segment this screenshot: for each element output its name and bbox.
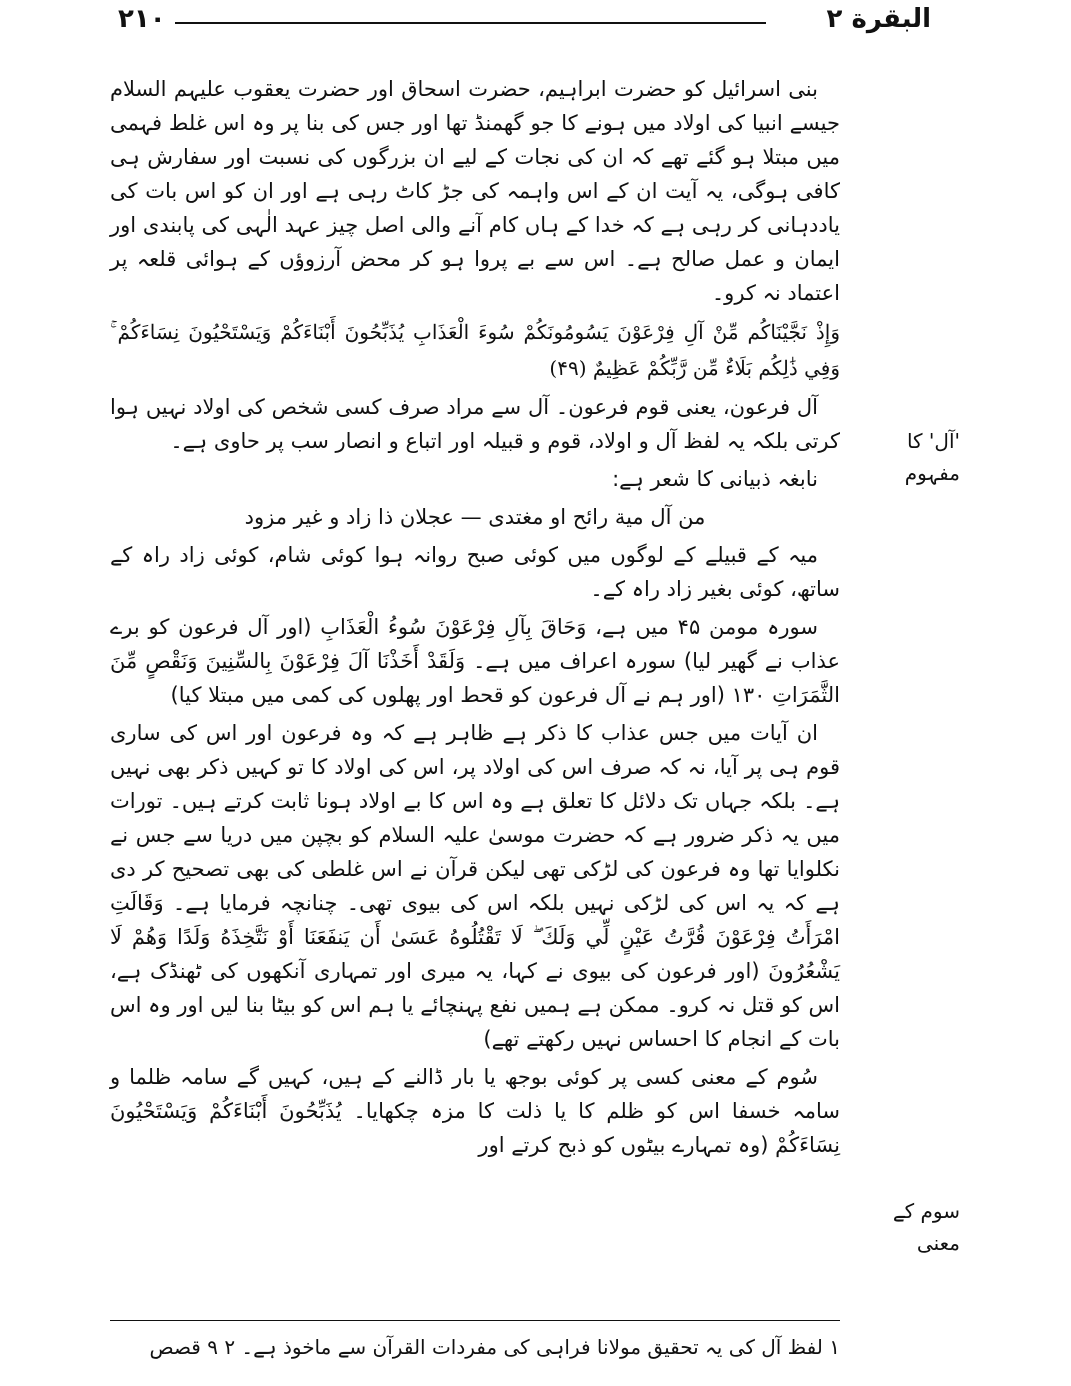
header-rule [175, 22, 766, 24]
margin-note-saum: سوم کے معنی [892, 1199, 960, 1255]
page-number: ٢١٠ [118, 4, 166, 34]
poem-verse: من آل میة رائح او مغتدی — عجلان ذا زاد و غیر مزود [244, 505, 706, 529]
paragraph-aal-meaning: آل فرعون، یعنی قوم فرعون۔ آل سے مراد صرف کسی شخص کی اولاد نہیں ہوا کرتی بلکہ یہ لفظ آل و اولاد، قوم و قبیلہ اور اتباع و انصار سب پر حاوی ہے۔ [110, 395, 840, 453]
paragraph-quran-references: سورہ مومن ۴۵ میں ہے، وَحَاقَ بِآلِ فِرْعَوْنَ سُوءُ الْعَذَابِ (اور آل فرعون کو برے عذاب نے گھیر لیا) سورہ اعراف میں ہے۔ وَلَقَدْ أَخَذْنَا آلَ فِرْعَوْنَ بِالسِّنِينَ وَنَقْصٍ مِّنَ الثَّمَرَاتِ ۱۳۰ (اور ہم نے آل فرعون کو قحط اور پھلوں کی کمی میں مبتلا کیا) [110, 615, 840, 707]
footnote-rule [110, 1320, 840, 1321]
page-header [0, 0, 1071, 50]
paragraph-intro: بنی اسرائیل کو حضرت ابراہیم، حضرت اسحاق اور حضرت یعقوب علیہم السلام جیسے انبیا کی اولاد میں ہونے کا جو گھمنڈ تھا اور جس کی بنا پر وہ اس غلط فہمی میں مبتلا ہو گئے تھے کہ ان کی نجات کے لیے ان بزرگوں کی نسبت اور سفارش ہی کافی ہوگی، یہ آیت ان کے اس واہمہ کی جڑ کاٹ رہی ہے اور ان کو اس بات کی یاددہانی کر رہی ہے کہ خدا کے ہاں کام آنے والی اصل چیز عہد الٰہی کی پابندی اور ایمان و عمل صالح ہے۔ اس سے بے پروا ہو کر محض آرزوؤں کے ہوائی قلعہ پر اعتماد نہ کرو۔ [110, 77, 840, 305]
paragraph-saum-meaning: سُوم کے معنی کسی پر کوئی بوجھ یا بار ڈالنے کے ہیں، کہیں گے سامہ ظلما و سامہ خسفا اس کو ظلم کا یا ذلت کا مزہ چکھایا۔ يُذَبِّحُونَ أَبْنَاءَكُمْ وَيَسْتَحْيُونَ نِسَاءَكُمْ (وہ تمہارے بیٹوں کو ذبح کرتے اور [110, 1065, 840, 1157]
quran-verse-49: وَإِذْ نَجَّيْنَاكُم مِّنْ آلِ فِرْعَوْنَ يَسُومُونَكُمْ سُوءَ الْعَذَابِ يُذَبِّحُونَ أَبْنَاءَكُمْ وَيَسْتَحْيُونَ نِسَاءَكُمْ ۚ وَفِي ذَٰلِكُم بَلَاءٌ مِّن رَّبِّكُمْ عَظِيمٌ (۴۹) [110, 320, 840, 380]
paragraph-punishment: ان آیات میں جس عذاب کا ذکر ہے ظاہر ہے کہ وہ فرعون اور اس کی ساری قوم ہی پر آیا، نہ کہ صرف اس کی اولاد پر، اس کی اولاد کا تو کہیں ذکر بھی نہیں ہے۔ بلکہ جہاں تک دلائل کا تعلق ہے وہ اس کا بے اولاد ہونا ثابت کرتے ہیں۔ تورات میں یہ ذکر ضرور ہے کہ حضرت موسیٰ علیہ السلام کو بچپن میں دریا سے جس نے نکلوایا تھا وہ فرعون کی لڑکی تھی لیکن قرآن نے اس غلطی کی بھی تصحیح کر دی ہے کہ یہ اس کی لڑکی نہیں بلکہ اس کی بیوی تھی۔ چنانچہ فرمایا ہے۔ وَقَالَتِ امْرَأَتُ فِرْعَوْنَ قُرَّتُ عَيْنٍ لِّي وَلَكَ ۖ لَا تَقْتُلُوهُ عَسَىٰ أَن يَنفَعَنَا أَوْ نَتَّخِذَهُ وَلَدًا وَهُمْ لَا يَشْعُرُونَ (اور فرعون کی بیوی نے کہا، یہ میری اور تمہاری آنکھوں کی ٹھنڈک ہے، اس کو قتل نہ کرو۔ ممکن ہے ہمیں نفع پہنچائے یا ہم اس کو بیٹا بنا لیں اور وہ اس بات کے انجام کا احساس نہیں رکھتے تھے) [110, 721, 840, 1051]
surah-title: البقرة ٢ [826, 4, 931, 34]
paragraph-poem-translation: میہ کے قبیلے کے لوگوں میں کوئی صبح روانہ ہوا کوئی شام، کوئی زاد راہ کے ساتھ، کوئی بغیر زاد راہ کے۔ [110, 543, 840, 601]
footnote: ۱ لفظ آل کی یہ تحقیق مولانا فراہی کی مفردات القرآن سے ماخوذ ہے۔ ۲ ۹ قصص [149, 1335, 840, 1359]
main-text [110, 72, 840, 1166]
margin-note-aal: 'آل' کا مفہوم [904, 429, 960, 485]
paragraph-nabigha-intro: نابغہ ذبیانی کا شعر ہے: [612, 467, 818, 491]
